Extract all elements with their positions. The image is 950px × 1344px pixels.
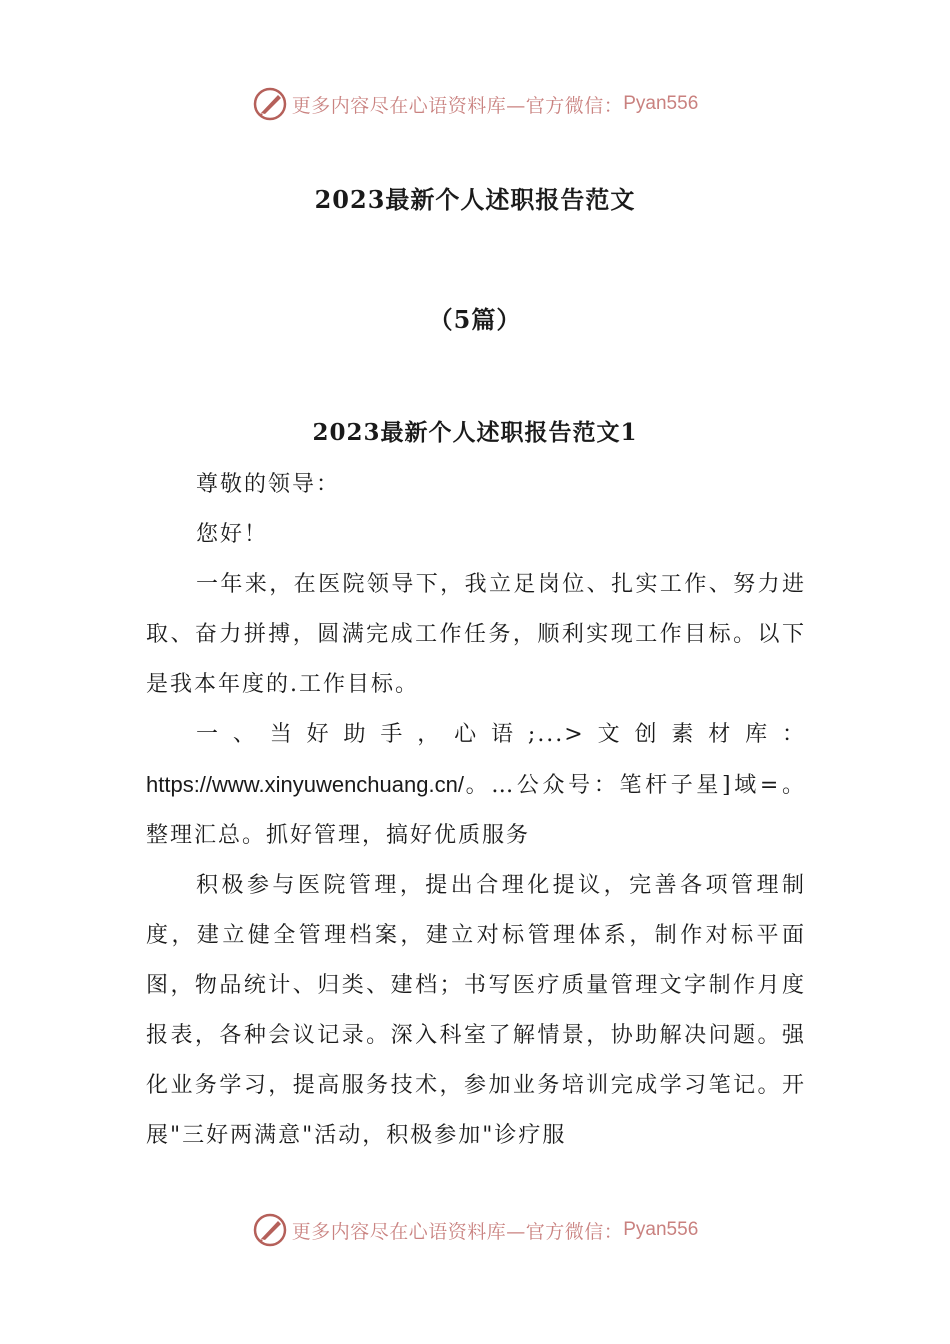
section-one-heading: 一、当好助手，心语;...>文创素材库： [196, 722, 806, 747]
article-title: 2023最新个人述职报告范文1 [312, 419, 638, 446]
paragraph-intro: 一年来，在医院领导下，我立足岗位、扎实工作、努力进取、奋力拼搏，圆满完成工作任务，顺利实现工作目标。以下是我本年度的.工作目标。 [146, 572, 806, 697]
section-one-tail: 。…公众号：笔杆子星]域=。整理汇总。抓好管理，搞好优质服务 [146, 773, 806, 848]
quill-logo-icon [252, 86, 288, 122]
watermark-text: 更多内容尽在心语资料库—官方微信： [291, 94, 624, 117]
greeting: 您好！ [196, 522, 269, 547]
watermark-wechat-id: Pyan556 [623, 1219, 699, 1240]
header-watermark [0, 84, 950, 124]
footer-watermark [0, 1210, 950, 1250]
quill-logo-icon [252, 1212, 288, 1248]
watermark-text: 更多内容尽在心语资料库—官方微信： [291, 1220, 624, 1243]
source-url: https://www.xinyuwenchuang.cn/ [146, 772, 464, 797]
article-body [146, 460, 806, 1161]
paragraph-management: 积极参与医院管理，提出合理化提议，完善各项管理制度，建立健全管理档案，建立对标管理体系，制作对标平面图，物品统计、归类、建档；书写医疗质量管理文字制作月度报表，各种会议记录。深入科室了解情景，协助解决问题。强化业务学习，提高服务技术，参加业务培训完成学习笔记。开展"三好两满意"活动，积极参加"诊疗服 [146, 873, 806, 1148]
document-count: （5篇） [428, 305, 522, 334]
salutation: 尊敬的领导： [196, 472, 341, 497]
document-title: 2023最新个人述职报告范文 [314, 185, 636, 214]
paragraph-section-one [146, 710, 806, 861]
watermark-wechat-id: Pyan556 [623, 93, 699, 114]
